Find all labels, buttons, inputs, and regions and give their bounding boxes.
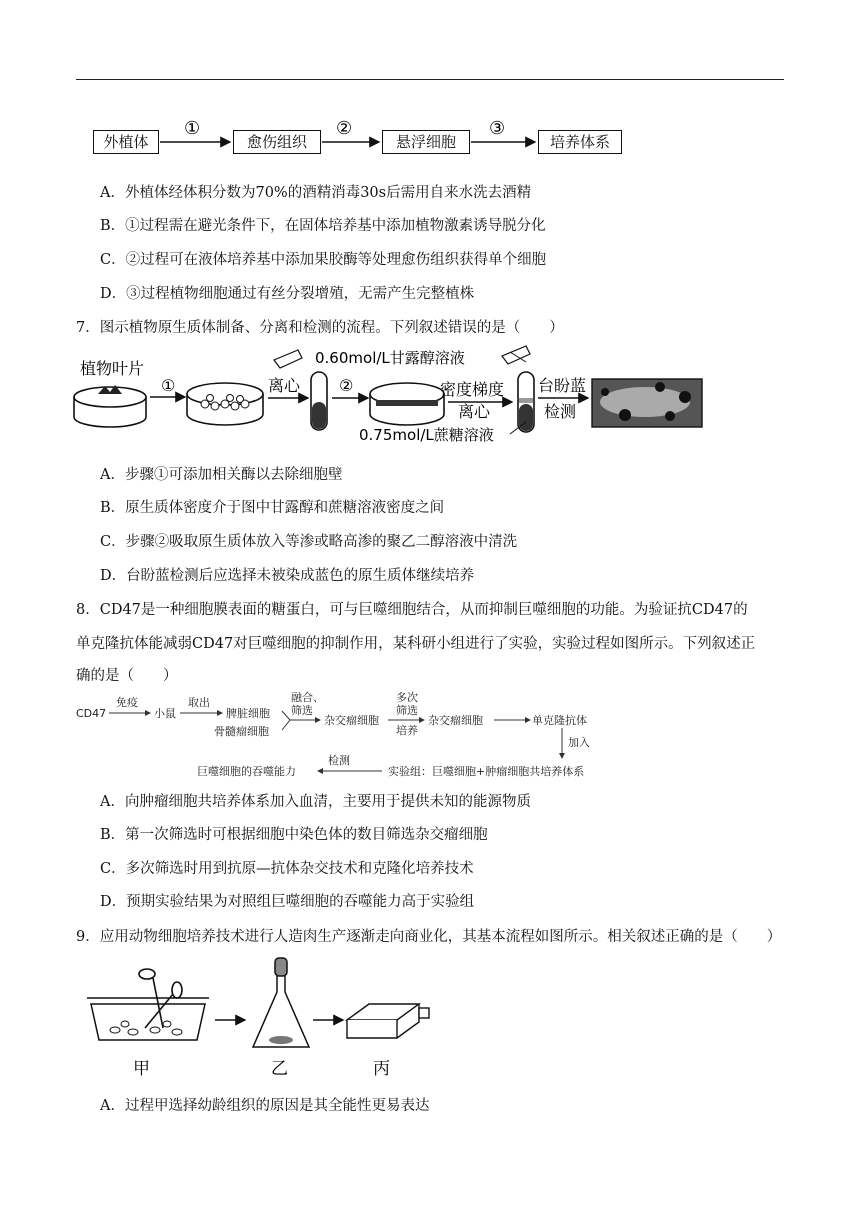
- q8-option-b: B．第一次筛选时可根据细胞中染色体的数目筛选杂交瘤细胞: [100, 827, 488, 843]
- q8-stem-1: 8．CD47是一种细胞膜表面的糖蛋白，可与巨噬细胞结合，从而抑制巨噬细胞的功能。为验证抗CD47的: [76, 602, 748, 618]
- fig8-fuse1: 融合、: [291, 691, 324, 704]
- flask-icon: [253, 958, 309, 1047]
- q6-option-d: D．③过程植物细胞通过有丝分裂增殖，无需产生完整植株: [100, 286, 475, 302]
- fig8-spleen: 脾脏细胞: [226, 707, 270, 720]
- fig8-fuse2: 筛选: [291, 704, 313, 717]
- fig9-label-a: 甲: [133, 1059, 150, 1079]
- fig8-immune: 免疫: [116, 696, 138, 709]
- fig7-centrifuge: 离心: [268, 376, 301, 395]
- fig7-leaf-label: 植物叶片: [80, 359, 145, 378]
- q7-option-b: B．原生质体密度介于图中甘露醇和蔗糖溶液密度之间: [100, 500, 445, 516]
- q7-option-c: C．步骤②吸取原生质体放入等渗或略高渗的聚乙二醇溶液中清洗: [100, 534, 518, 550]
- fig7-density: 密度梯度: [440, 380, 505, 399]
- fig8-take: 取出: [188, 696, 210, 709]
- fig9-label-c: 丙: [373, 1059, 390, 1079]
- fig8-myeloma: 骨髓瘤细胞: [214, 725, 269, 738]
- culture-flask-icon: [347, 1004, 429, 1038]
- fig7-trypan2: 检测: [544, 402, 577, 421]
- flow-box-culture-system: 培养体系: [538, 130, 622, 154]
- fig7-sucrose: 0.75mol/L蔗糖溶液: [359, 426, 494, 444]
- q9-figure: [85, 952, 445, 1082]
- flow-step-3: ③: [489, 118, 506, 139]
- fig8-culture: 培养: [396, 724, 418, 737]
- flow-step-1: ①: [184, 118, 201, 139]
- q7-stem: 7．图示植物原生质体制备、分离和检测的流程。下列叙述错误的是（ ）: [76, 320, 564, 336]
- fig8-hybrid2: 杂交瘤细胞: [428, 714, 483, 727]
- pipette-icon: [274, 350, 302, 368]
- q9-option-a: A．过程甲选择幼龄组织的原因是其全能性更易表达: [100, 1098, 430, 1114]
- q6-option-b: B．①过程需在避光条件下，在固体培养基中添加植物激素诱导脱分化: [100, 218, 546, 234]
- fig7-trypan1: 台盼蓝: [538, 376, 587, 395]
- flow-step-2: ②: [336, 118, 353, 139]
- fig8-multi2: 筛选: [396, 704, 418, 717]
- fig8-add: 加入: [568, 736, 590, 749]
- q8-option-c: C．多次筛选时用到抗原—抗体杂交技术和克隆化培养技术: [100, 861, 474, 877]
- flow-box-callus: 愈伤组织: [233, 130, 321, 154]
- flow-box-explant: 外植体: [93, 130, 159, 154]
- header-rule: [76, 79, 784, 80]
- fig7-step1: ①: [161, 376, 176, 395]
- fig8-multi1: 多次: [396, 691, 418, 704]
- tray-icon: [91, 1004, 205, 1040]
- fig8-result: 巨噬细胞的吞噬能力: [197, 765, 296, 778]
- q8-stem-2: 单克隆抗体能减弱CD47对巨噬细胞的抑制作用，某科研小组进行了实验，实验过程如图所示。下列叙述正: [76, 636, 756, 652]
- fig9-label-b: 乙: [271, 1059, 288, 1079]
- flow-box-suspension: 悬浮细胞: [382, 130, 470, 154]
- q7-option-a: A．步骤①可添加相关酶以去除细胞壁: [100, 467, 343, 483]
- q7-option-d: D．台盼蓝检测后应选择未被染成蓝色的原生质体继续培养: [100, 568, 475, 584]
- q8-option-d: D．预期实验结果为对照组巨噬细胞的吞噬能力高于实验组: [100, 894, 475, 910]
- fig8-hybrid1: 杂交瘤细胞: [324, 714, 379, 727]
- petri-dish-1: [74, 387, 146, 407]
- fig8-mouse: 小鼠: [154, 707, 176, 720]
- fig8-cd47: CD47: [76, 707, 107, 720]
- q8-figure: [70, 686, 610, 781]
- fig7-centrifuge2: 离心: [458, 402, 491, 421]
- fig7-step2: ②: [339, 376, 354, 395]
- fig7-mannitol: 0.60mol/L甘露醇溶液: [315, 349, 465, 367]
- fig8-mab: 单克隆抗体: [532, 714, 587, 727]
- q7-figure: [70, 342, 710, 447]
- fig8-expgroup: 实验组：巨噬细胞+肿瘤细胞共培养体系: [388, 765, 585, 778]
- q8-option-a: A．向肿瘤细胞共培养体系加入血清，主要用于提供未知的能源物质: [100, 794, 531, 810]
- fig8-detect: 检测: [328, 754, 350, 767]
- q8-stem-3: 确的是（ ）: [76, 668, 178, 684]
- q6-option-c: C．②过程可在液体培养基中添加果胶酶等处理愈伤组织获得单个细胞: [100, 252, 547, 268]
- flow-arrows: [0, 110, 860, 160]
- q6-option-a: A．外植体经体积分数为70%的酒精消毒30s后需用自来水洗去酒精: [100, 185, 532, 201]
- q9-stem: 9．应用动物细胞培养技术进行人造肉生产逐渐走向商业化，其基本流程如图所示。相关叙述正确的是（ ）: [76, 929, 782, 945]
